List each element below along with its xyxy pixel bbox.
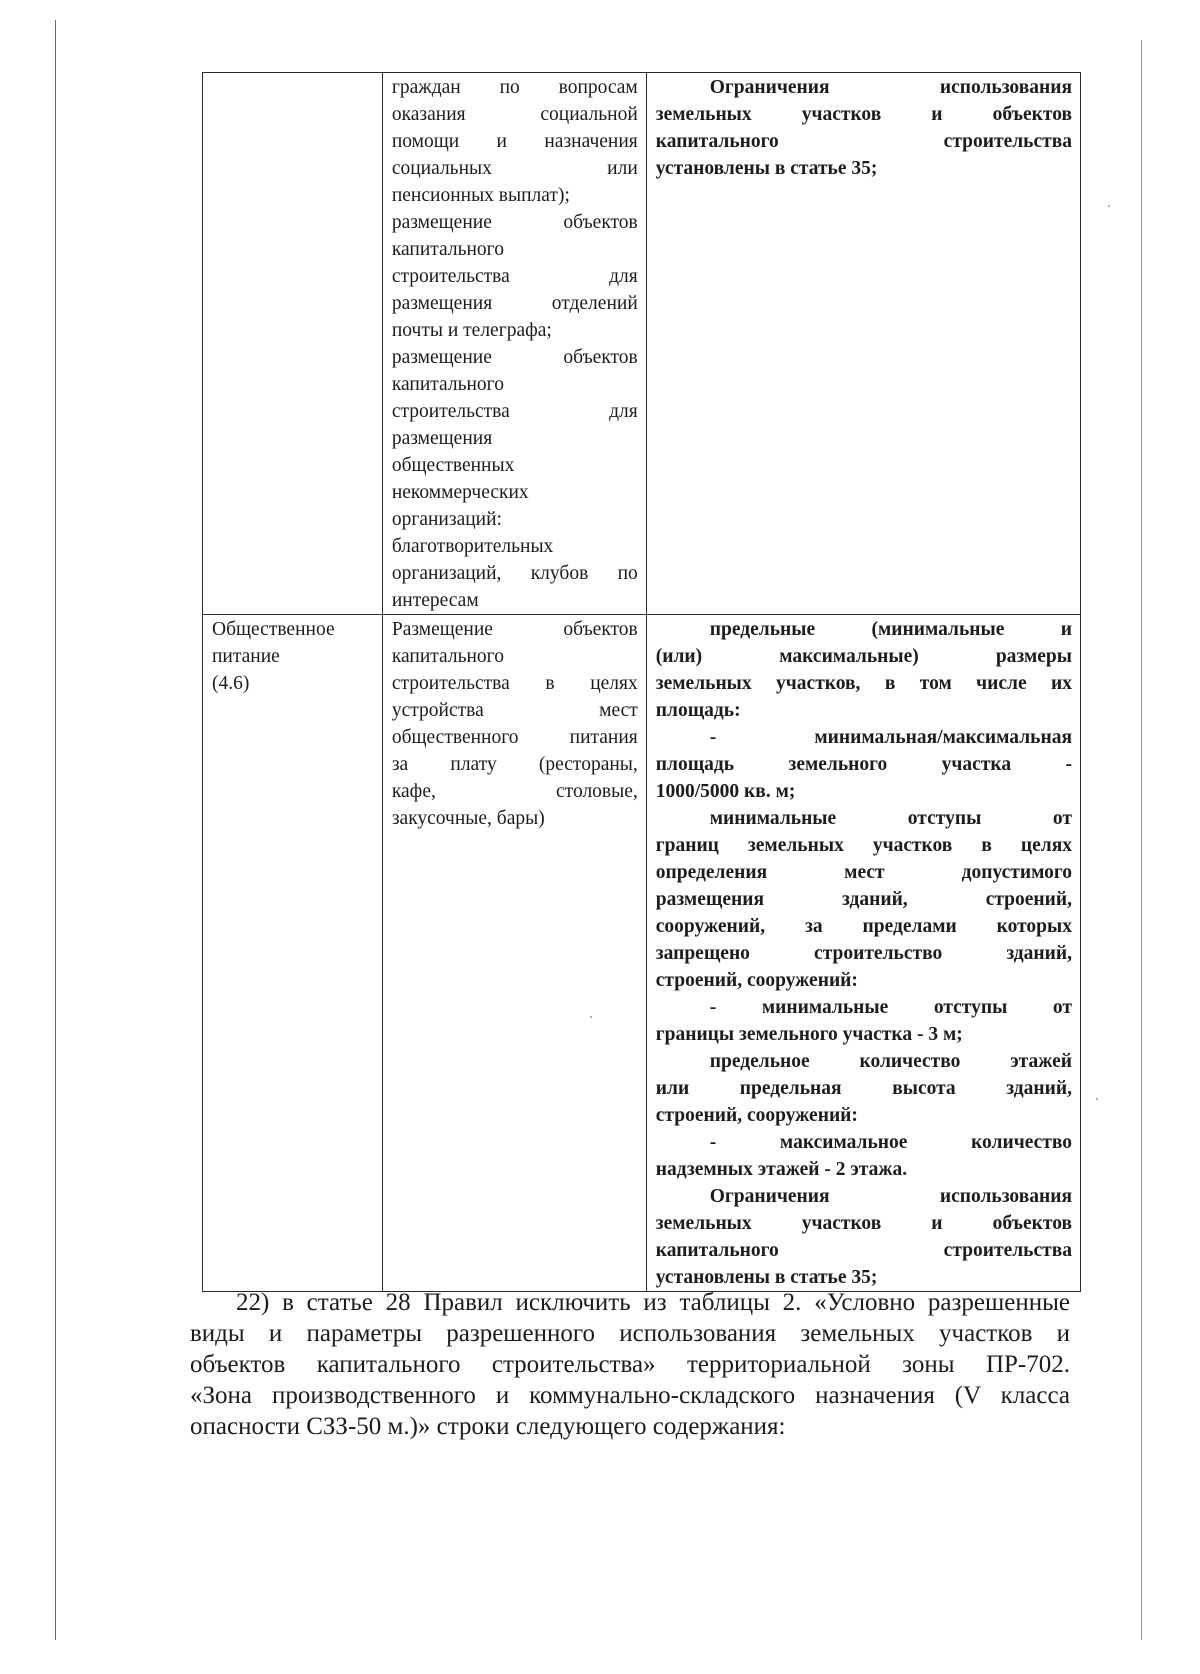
table-cell-description	[382, 73, 646, 615]
text-line: Ограничения использования	[709, 1186, 1072, 1207]
scan-speck	[1096, 1098, 1098, 1100]
text-line: устройства мест	[391, 700, 638, 721]
paragraph-line: опасности СЗЗ-50 м.)» строки следующего содержания:	[190, 1413, 786, 1440]
text-line: строений, сооружений:	[655, 970, 858, 991]
text-line: общественных	[391, 455, 515, 476]
text-line: строительства для	[391, 401, 638, 422]
table-cell-parameters	[646, 615, 1080, 1292]
text-line: установлены в статье 35;	[655, 158, 878, 179]
text-line: размещение объектов	[391, 347, 638, 368]
text-line: организаций:	[391, 509, 502, 530]
text-line: предельное количество этажей	[709, 1051, 1072, 1072]
text-line: минимальные отступы от	[709, 808, 1072, 829]
table-row	[203, 615, 1081, 1292]
text-line: пенсионных выплат);	[391, 185, 570, 206]
text-line: размещения	[391, 428, 493, 449]
text-line: интересам	[391, 590, 479, 611]
text-line: закусочные, бары)	[391, 808, 545, 829]
text-line: земельных участков и объектов	[655, 104, 1072, 125]
paragraph-line: виды и параметры разрешенного использования земельных участков и	[190, 1320, 1070, 1347]
table-cell-parameters	[646, 73, 1080, 615]
land-use-table	[202, 72, 1081, 1292]
scan-speck	[1108, 205, 1110, 207]
text-line: сооружений, за пределами которых	[655, 916, 1072, 937]
text-line: строительства для	[391, 266, 638, 287]
text-line: или предельная высота зданий,	[655, 1078, 1072, 1099]
text-line: размещение объектов	[391, 212, 638, 233]
text-line: площадь земельного участка -	[655, 754, 1072, 775]
text-line: строительства в целях	[391, 673, 638, 694]
text-line: площадь:	[655, 700, 741, 721]
text-line: Ограничения использования	[709, 77, 1072, 98]
text-line: земельных участков, в том числе их	[655, 673, 1072, 694]
text-line: граждан по вопросам	[391, 77, 638, 98]
text-line: - минимальные отступы от	[709, 997, 1072, 1018]
text-line: общественного питания	[391, 727, 638, 748]
text-line: - максимальное количество	[709, 1132, 1072, 1153]
paragraph-line: 22) в статье 28 Правил исключить из таблицы 2. «Условно разрешенные	[236, 1289, 1070, 1316]
table-cell-use-type	[203, 615, 383, 1292]
text-line: организаций, клубов по	[391, 563, 638, 584]
text-line: предельные (минимальные и	[709, 619, 1072, 640]
text-line: капитального строительства	[655, 131, 1072, 152]
text-line: надземных этажей - 2 этажа.	[655, 1159, 908, 1180]
text-line: 1000/5000 кв. м;	[655, 781, 796, 802]
text-line: (4.6)	[212, 673, 250, 694]
amendment-paragraph	[190, 1287, 1070, 1442]
text-line: капитального	[391, 239, 504, 260]
text-line: капитального строительства	[655, 1240, 1072, 1261]
text-line: Размещение объектов	[391, 619, 638, 640]
scan-edge-right	[1141, 40, 1142, 1640]
text-line: социальных или	[391, 158, 638, 179]
text-line: некоммерческих	[391, 482, 529, 503]
text-line: земельных участков и объектов	[655, 1213, 1072, 1234]
table-cell-description	[382, 615, 646, 1292]
paragraph-line: «Зона производственного и коммунально-складского назначения (V класса	[190, 1382, 1070, 1409]
paragraph-line: объектов капитального строительства» территориальной зоны ПР-702.	[190, 1351, 1070, 1378]
text-line: запрещено строительство зданий,	[655, 943, 1072, 964]
text-line: капитального	[391, 646, 504, 667]
text-line: помощи и назначения	[391, 131, 638, 152]
scan-edge-left	[55, 20, 56, 1640]
text-line: (или) максимальные) размеры	[655, 646, 1072, 667]
text-line: размещения зданий, строений,	[655, 889, 1072, 910]
text-line: благотворительных	[391, 536, 554, 557]
text-line: питание	[212, 646, 280, 667]
text-line: Общественное	[212, 619, 335, 640]
text-line: установлены в статье 35;	[655, 1267, 878, 1288]
text-line: кафе, столовые,	[391, 781, 638, 802]
text-line: границы земельного участка - 3 м;	[655, 1024, 963, 1045]
table-cell-use-type	[203, 73, 383, 615]
text-line: почты и телеграфа;	[391, 320, 552, 341]
table-row	[203, 73, 1081, 615]
text-line: оказания социальной	[391, 104, 638, 125]
text-line: границ земельных участков в целях	[655, 835, 1072, 856]
text-line: капитального	[391, 374, 504, 395]
text-line: строений, сооружений:	[655, 1105, 858, 1126]
text-line: - минимальная/максимальная	[709, 727, 1072, 748]
text-line: размещения отделений	[391, 293, 638, 314]
text-line: за плату (рестораны,	[391, 754, 638, 775]
text-line: определения мест допустимого	[655, 862, 1072, 883]
